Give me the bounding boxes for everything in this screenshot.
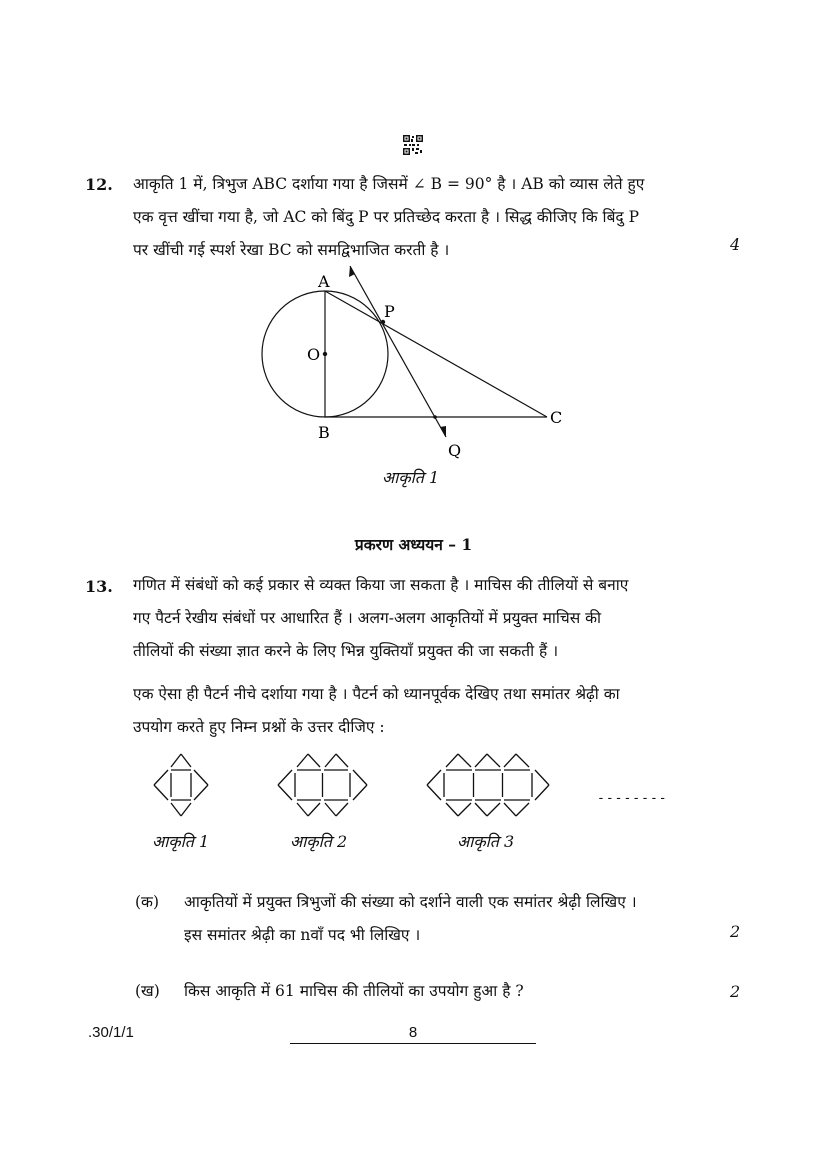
part-kha-text bbox=[184, 975, 714, 1008]
point-o bbox=[323, 352, 327, 356]
geometry-figure bbox=[250, 260, 580, 470]
tangent-arrow-up bbox=[349, 266, 355, 277]
figure-caption: आकृति 1 bbox=[382, 468, 440, 487]
label-p: P bbox=[384, 302, 395, 321]
label-o: O bbox=[307, 345, 321, 364]
question-12-marks: 4 bbox=[730, 235, 741, 254]
text-line: गए पैटर्न रेखीय संबंधों पर आधारित हैं । अलग-अलग आकृतियों में प्रयुक्त माचिस की bbox=[133, 609, 602, 627]
pattern-figure-3 bbox=[427, 754, 549, 816]
label-c: C bbox=[550, 408, 563, 427]
matchstick-pattern bbox=[140, 746, 685, 828]
pattern-continuation: -------- bbox=[597, 791, 668, 806]
footer-rule bbox=[290, 1043, 536, 1044]
pattern-figure-2 bbox=[278, 754, 367, 816]
pattern-caption-2: आकृति 2 bbox=[290, 832, 348, 851]
text-line: उपयोग करते हुए निम्न प्रश्नों के उत्तर दीजिए : bbox=[133, 718, 385, 736]
text-line: गणित में संबंधों को कई प्रकार से व्यक्त किया जा सकता है । माचिस की तीलियों से बनाए bbox=[133, 576, 629, 594]
label-b: B bbox=[318, 423, 330, 442]
pattern-figure-1 bbox=[154, 754, 208, 816]
question-13-para-2 bbox=[133, 678, 713, 744]
question-12-text bbox=[133, 168, 713, 267]
question-13-para-1 bbox=[133, 569, 713, 668]
text-line: एक ऐसा ही पैटर्न नीचे दर्शाया गया है । पैटर्न को ध्यानपूर्वक देखिए तथा समांतर श्रेढ़ी का bbox=[133, 685, 620, 703]
text-line: पर खींची गई स्पर्श रेखा BC को समद्विभाजित करती है । bbox=[133, 241, 450, 259]
paper-code: .30/1/1 bbox=[88, 1024, 134, 1041]
label-a: A bbox=[318, 272, 330, 291]
case-study-heading: प्रकरण अध्ययन – 1 bbox=[354, 535, 473, 554]
point-m bbox=[433, 415, 437, 419]
part-ka-marks: 2 bbox=[730, 922, 741, 941]
text-line: किस आकृति में 61 माचिस की तीलियों का उपयोग हुआ है ? bbox=[184, 982, 524, 1000]
part-kha-marks: 2 bbox=[730, 982, 741, 1001]
segment-ac bbox=[325, 291, 547, 417]
question-12-number: 12. bbox=[85, 175, 113, 194]
text-line: आकृतियों में प्रयुक्त त्रिभुजों की संख्या को दर्शाने वाली एक समांतर श्रेढ़ी लिखिए । bbox=[184, 893, 637, 911]
text-line: इस समांतर श्रेढ़ी का nवाँ पद भी लिखिए । bbox=[184, 926, 421, 944]
text-line: एक वृत्त खींचा गया है, जो AC को बिंदु P पर प्रतिच्छेद करता है । सिद्ध कीजिए कि बिंदु P bbox=[133, 208, 640, 226]
label-q: Q bbox=[448, 441, 462, 460]
text-line: तीलियों की संख्या ज्ञात करने के लिए भिन्न युक्तियाँ प्रयुक्त की जा सकती हैं । bbox=[133, 642, 559, 660]
part-ka-text bbox=[184, 886, 714, 952]
tangent-arrow-down bbox=[440, 426, 446, 437]
part-ka-label: (क) bbox=[135, 893, 159, 911]
part-kha-label: (ख) bbox=[135, 982, 160, 1000]
text-line: आकृति 1 में, त्रिभुज ABC दर्शाया गया है जिसमें ∠ B = 90° है । AB को व्यास लेते हुए bbox=[133, 175, 645, 193]
page-number: 8 bbox=[408, 1024, 418, 1041]
question-13-number: 13. bbox=[85, 577, 113, 596]
pattern-caption-1: आकृति 1 bbox=[152, 832, 210, 851]
pattern-caption-3: आकृति 3 bbox=[457, 832, 515, 851]
qr-code-icon bbox=[403, 135, 423, 155]
